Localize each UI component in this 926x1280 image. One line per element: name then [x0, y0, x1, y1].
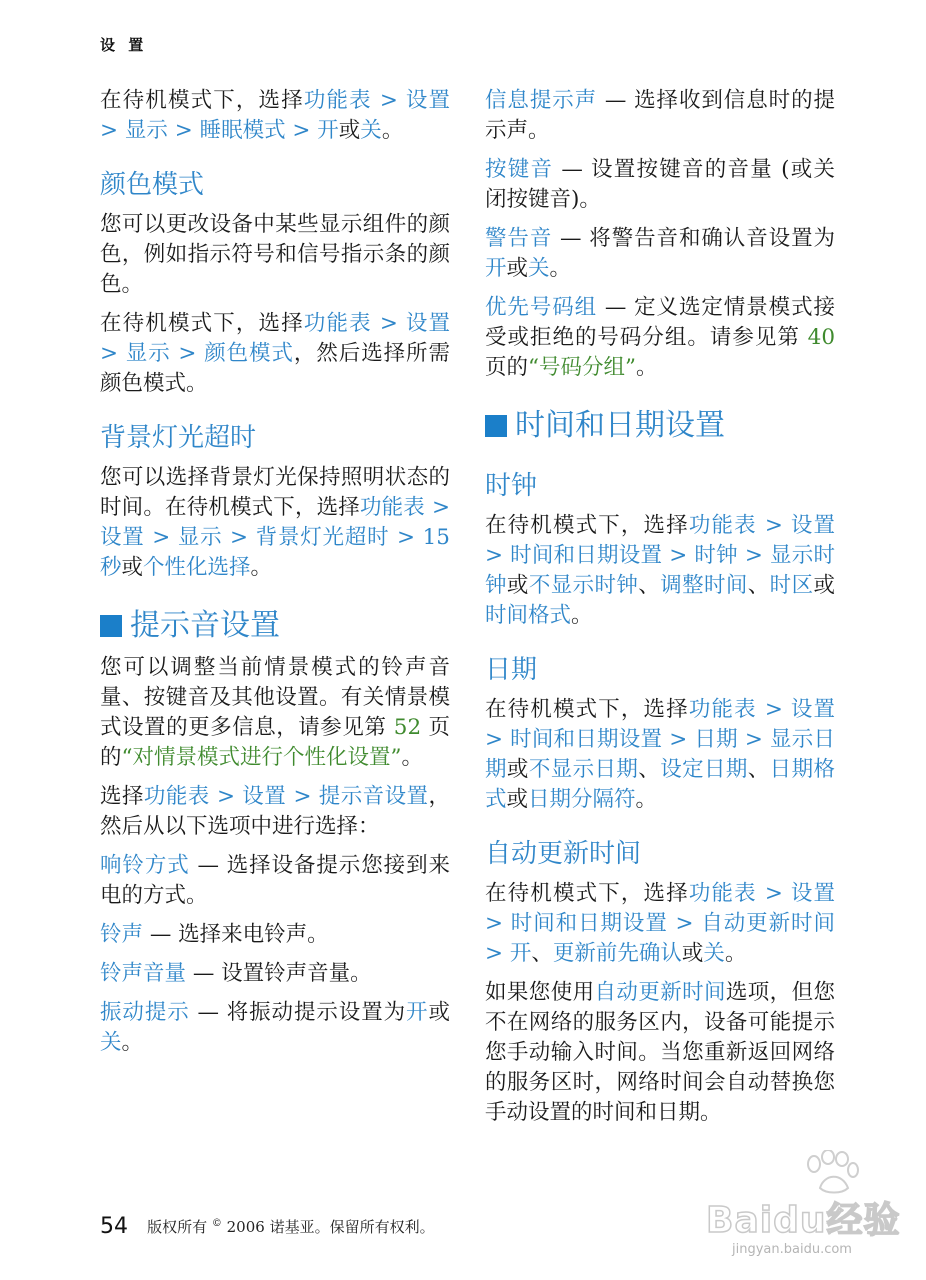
cross-reference: “号码分组”: [528, 355, 636, 380]
heading-backlight-timeout: 背景灯光超时: [100, 423, 257, 453]
page-ref-52: 52: [393, 715, 422, 740]
watermark-brand: Baidu经验: [706, 1200, 901, 1241]
heading-color-mode: 颜色模式: [100, 170, 205, 200]
page-number: 54: [100, 1214, 128, 1239]
clock-instruction: 在待机模式下，选择功能表 > 设置 > 时间和日期设置 > 时钟 > 显示时钟或不显示时钟、调整时间、时区或时间格式。: [485, 513, 835, 628]
option-on: 开: [317, 118, 339, 143]
color-mode-instruction: 在待机模式下，选择功能表 > 设置 > 显示 > 颜色模式，然后选择所需颜色模式。: [100, 311, 450, 396]
right-column: [485, 86, 835, 1137]
running-header: 设 置: [100, 36, 148, 54]
baidu-watermark: [706, 1150, 901, 1260]
section-square-icon: [100, 615, 122, 637]
option-ringing-type: 响铃方式 — 选择设备提示您接到来电的方式。: [100, 853, 450, 908]
heading-auto-update-time: 自动更新时间: [485, 839, 642, 869]
section-square-icon: [485, 415, 507, 437]
option-warning-tones: 警告音 — 将警告音和确认音设置为开或关。: [485, 226, 835, 281]
page-footer: [100, 1214, 435, 1239]
left-column: [100, 86, 450, 1067]
option-off: 关: [360, 118, 382, 143]
heading-tone-settings: 提示音设置: [100, 605, 450, 647]
link-settings: 设置: [405, 88, 450, 113]
tones-select-instruction: 选择功能表 > 设置 > 提示音设置，然后从以下选项中进行选择：: [100, 784, 450, 839]
auto-update-instruction: 在待机模式下，选择功能表 > 设置 > 时间和日期设置 > 自动更新时间 > 开、更新前先确认或关。: [485, 881, 835, 966]
heading-clock: 时钟: [485, 471, 538, 501]
paw-icon: [802, 1150, 862, 1194]
option-message-tone: 信息提示声 — 选择收到信息时的提示声。: [485, 88, 835, 143]
page-ref-40: 40: [807, 325, 835, 350]
option-vibrate: 振动提示 — 将振动提示设置为开或关。: [100, 1000, 450, 1055]
sleep-mode-instruction: 在待机模式下，选择功能表 > 设置 > 显示 > 睡眠模式 > 开或关。: [100, 88, 450, 143]
link-menu: 功能表: [303, 88, 372, 113]
heading-time-date-settings: 时间和日期设置: [485, 405, 835, 447]
color-mode-desc: 您可以更改设备中某些显示组件的颜色，例如指示符号和信号指示条的颜色。: [100, 212, 450, 297]
link-sleep-mode: 睡眠模式: [199, 118, 286, 143]
option-priority-group: 优先号码组 — 定义选定情景模式接受或拒绝的号码分组。请参见第 40 页的“号码分组”。: [485, 295, 835, 380]
backlight-instruction: 您可以选择背景灯光保持照明状态的时间。在待机模式下，选择功能表 > 设置 > 显示 > 背景灯光超时 > 15秒或个性化选择。: [100, 465, 450, 580]
watermark-url: jingyan.baidu.com: [732, 1242, 852, 1257]
copyright-notice: 版权所有 © 2006 诺基亚。保留所有权利。: [147, 1218, 435, 1236]
option-ringtone: 铃声 — 选择来电铃声。: [100, 922, 329, 947]
tones-intro: 您可以调整当前情景模式的铃声音量、按键音及其他设置。有关情景模式设置的更多信息，请参见第 52 页的“对情景模式进行个性化设置”。: [100, 655, 450, 770]
heading-date: 日期: [485, 655, 538, 685]
cross-reference: “对情景模式进行个性化设置”: [121, 745, 402, 770]
option-key-tones: 按键音 — 设置按键音的音量 (或关闭按键音)。: [485, 157, 835, 212]
auto-update-note: 如果您使用自动更新时间选项，但您不在网络的服务区内，设备可能提示您手动输入时间。当您重新返回网络的服务区时，网络时间会自动替换您手动设置的时间和日期。: [485, 980, 835, 1125]
link-display: 显示: [124, 118, 168, 143]
option-ring-volume: 铃声音量 — 设置铃声音量。: [100, 961, 372, 986]
date-instruction: 在待机模式下，选择功能表 > 设置 > 时间和日期设置 > 日期 > 显示日期或不显示日期、设定日期、日期格式或日期分隔符。: [485, 697, 835, 812]
